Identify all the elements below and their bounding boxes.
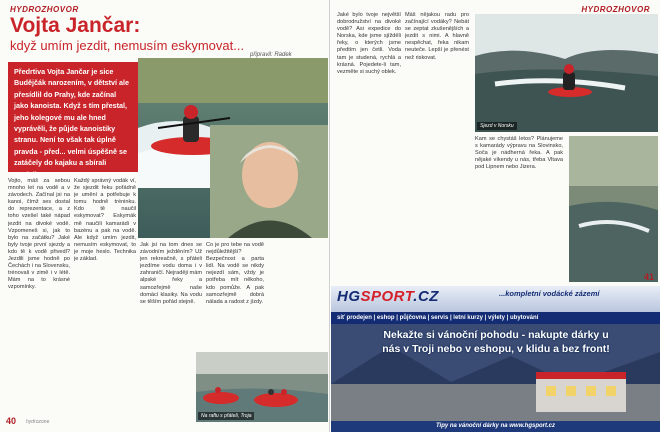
left-column-2: Každý správný vodák ví, že sjezdit řeku pořádně je umění a potřebuje k tomu hodně tréninku. Kdo tě naučil eskymovat? Eskymák mě naučili kamarádi v bazénu a pak na vodě. Ale když umím jezdit, nemusím eskymovat, to je moje heslo. Technika je základ. — [74, 178, 136, 263]
hgsport-advertisement[interactable] — [331, 286, 660, 432]
section-label-right: HYDROZHOVOR — [581, 5, 650, 14]
right-column-3: Kam se chystáš letos? Plánujeme s kamarády výpravu na Slovinsko, Soča je nádherná řeka. A pak nějaké víkendy u nás, třeba Vltava pod Lipnem nebo Jizera. — [475, 136, 563, 171]
right-page-number: 41 — [643, 272, 654, 282]
winter-kayak-photo — [475, 14, 658, 132]
ad-headline — [341, 328, 651, 356]
hgsport-logo[interactable] — [337, 288, 439, 305]
left-page-number: 40 — [6, 416, 17, 426]
lead-text: Předrtiva Vojta Jančar je sice Budějčák narozením, v dětství ale přesídlil do Prahy, kde začínal jako kanoista. Když s tím přestal, jeho kolegové mu ale hned vyprávěli, že půjde kanoistiky stranu. Není to však tak úplně pravda - před... velmi úspěšně se zatáčely do kajaku a sbírali medaile... — [14, 67, 130, 179]
right-column-2: Máš nějakou radu pro začínající vodáky? Nebát se zeptat zkušenějších a jezdit s nimi. A hlavně nespěchat, řeka nikam neuteče. Lepší je přenést než riskovat. — [405, 12, 469, 61]
logo-accent: SPORT — [360, 288, 414, 305]
left-column-3: Jak jsi na tom dnes se závodním ježděním? Už jen rekreačně, s přáteli jezdíme vodu doma i v zahraničí. Nejraději mám alpské řeky a samozřejmě naše domácí klasiky. Na vodu se těším pořád stejně. — [140, 242, 202, 305]
article-subtitle: když umím jezdit, nemusím eskymovat... — [10, 38, 245, 53]
raft-photo — [196, 352, 328, 422]
byline: připravil: Radek — [250, 52, 292, 58]
river-illustration — [569, 136, 658, 282]
left-footer: hydrozone — [26, 419, 50, 425]
portrait-photo — [210, 125, 328, 238]
ad-services-bar: síť prodejen | eshop | půjčovna | servis | letní kurzy | výlety | ubytování — [331, 312, 660, 324]
left-column-1: Vojto, máš za sebou mnoho let na vodě a v závodech. Začínal jsi na kanoi, čímž ses dostal do reprezentace, a z toho vzešel také nápad jezdit na divoké vodě. Vzpomeneš si, jak to bylo na začátku? Jaké byly tvoje první sjezdy a kdo tě k vodě přivedl? Jezdili jsme hodně po Čechách i na Slovensku, trénovali v zimě i v létě. Mám na to krásné vzpomínky. — [8, 178, 70, 291]
portrait-illustration — [210, 125, 328, 238]
logo-main: HG — [337, 288, 361, 305]
ad-headline-line-1: Nekažte si vánoční pohodu - nakupte dárky u — [383, 329, 609, 341]
winter-caption: Sjezd v Norsku — [477, 122, 517, 130]
section-label: HYDROZHOVOR — [10, 5, 79, 14]
ad-footer-link[interactable]: Tipy na vánoční dárky na www.hgsport.cz — [331, 421, 660, 432]
left-column-4: Co je pro tebe na vodě nejdůležitější? Bezpečnost a parta lidí. Na vodě se nikdy nejezdí sám, vždy je potřeba mít někoho, kdo pomůže. A pak samozřejmě dobrá nálada a radost z jízdy. — [206, 242, 264, 305]
right-column-1: Jaké bylo tvoje největší dobrodružství na divoké vodě? Asi expedice do Norska, kde jsme sjížděli řeky, o kterých jsme předtím jen četli. Voda tam je studená, rychlá a krásná. Pojedete-li tam, vezměte si suchý oblek. — [337, 12, 401, 75]
logo-tail: .CZ — [413, 288, 439, 305]
raft-caption: Na raftu s přáteli, Troja — [198, 412, 254, 420]
article-title: Vojta Jančar: — [10, 14, 141, 37]
ad-claim: ...kompletní vodácké zázemí — [499, 289, 600, 298]
winter-kayak-illustration — [475, 14, 658, 132]
lead-paragraph — [8, 62, 138, 179]
ad-headline-line-2: nás v Troji nebo v eshopu, v klidu a bez front! — [382, 343, 610, 355]
river-photo — [569, 136, 658, 282]
